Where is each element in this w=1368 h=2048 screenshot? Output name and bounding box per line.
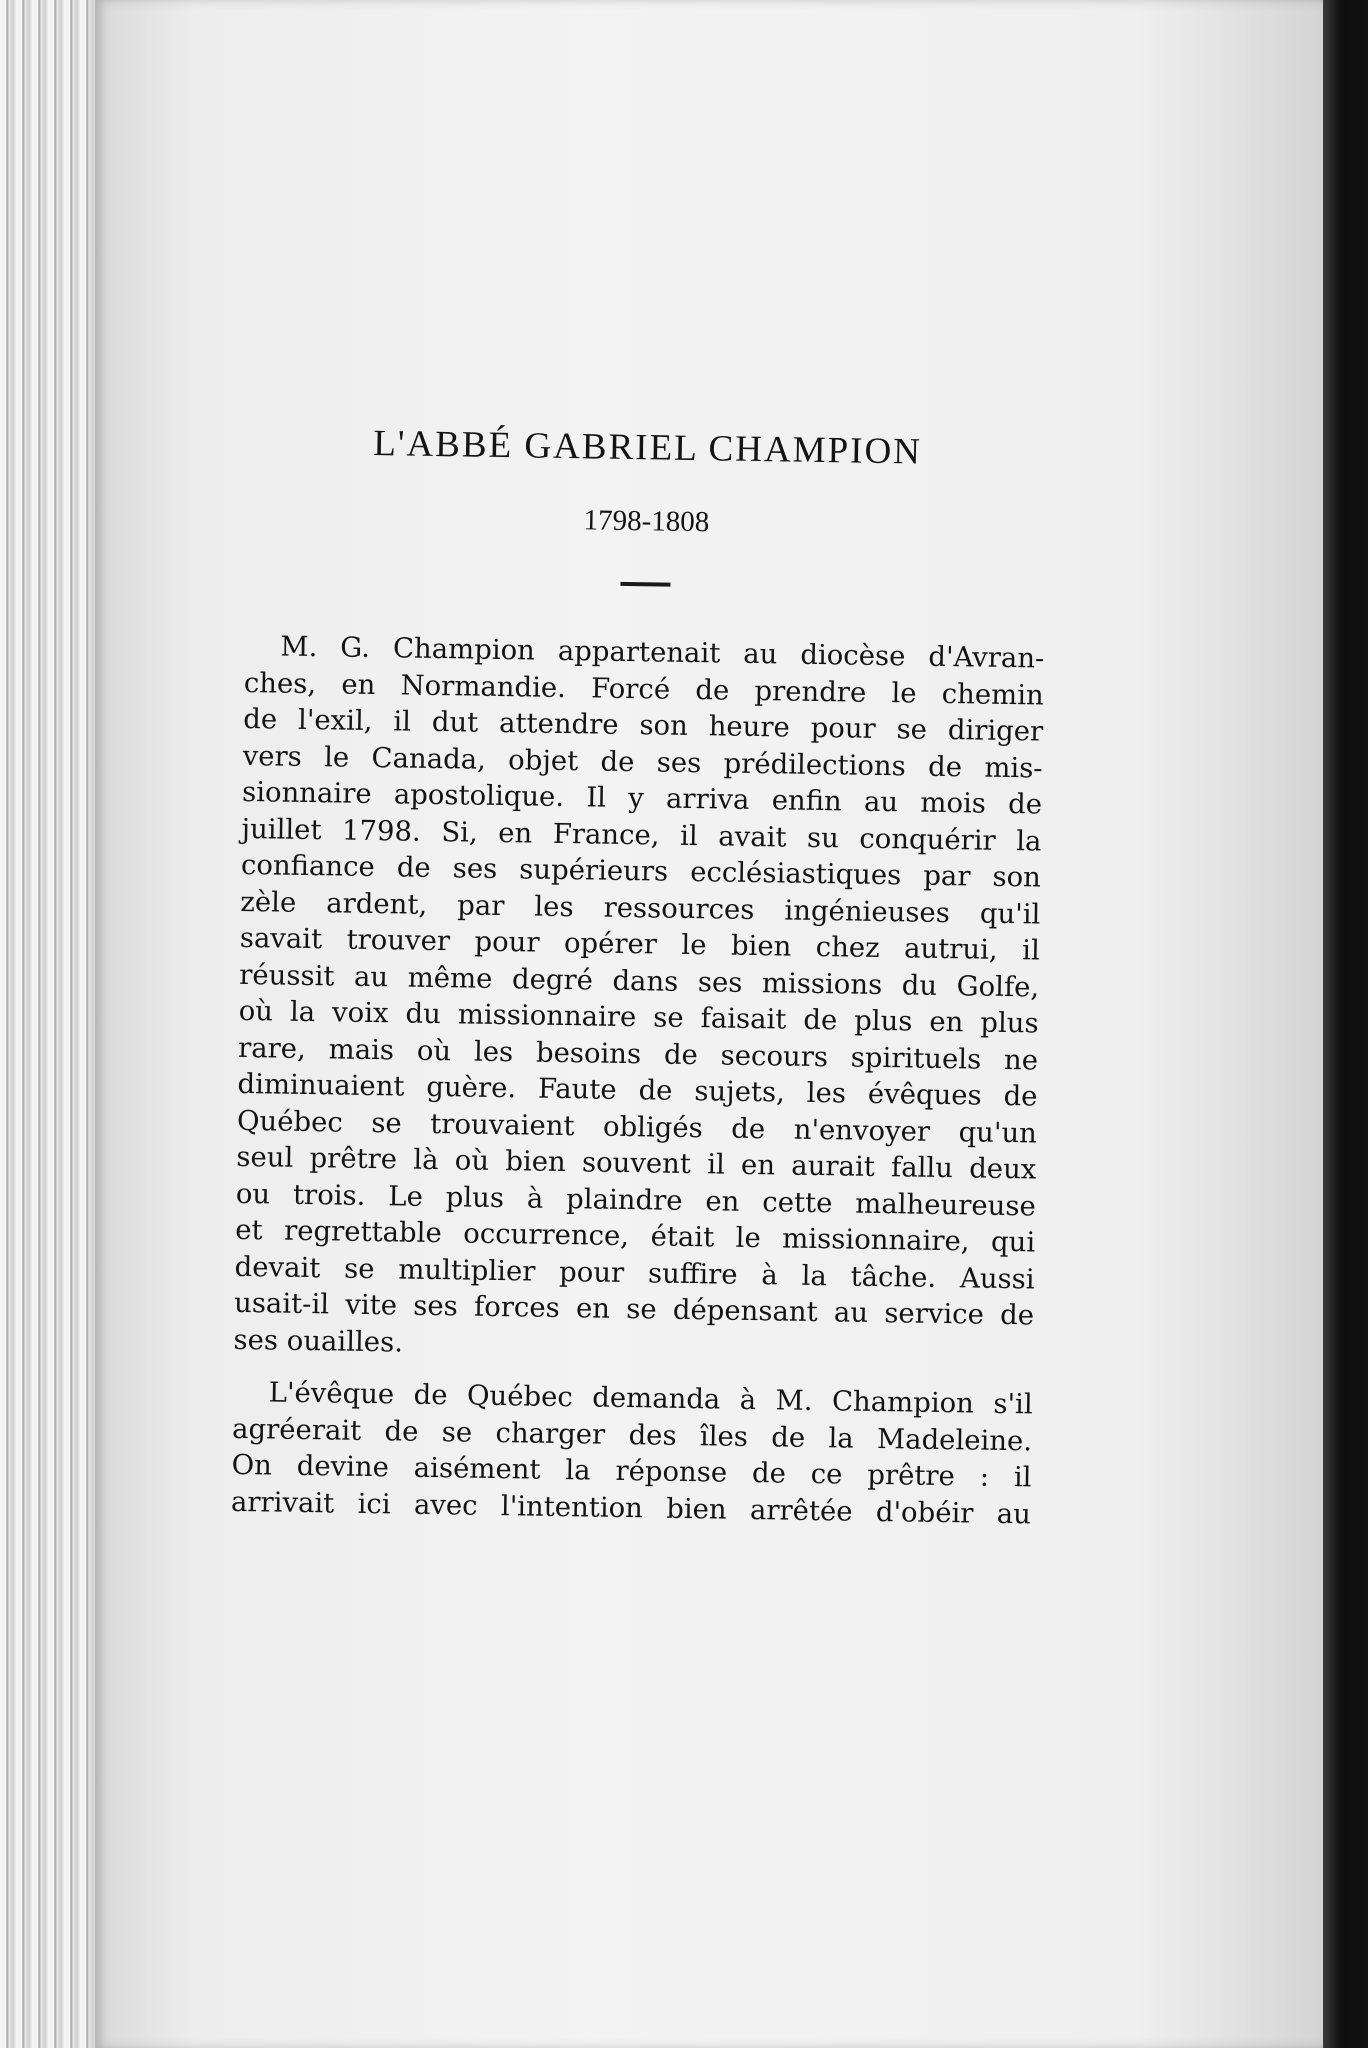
chapter-dates: 1798-1808 (583, 504, 710, 539)
text-line: ou trois. Le plus à plaindre en cette malheureuse (235, 1177, 1037, 1222)
text-line: où la voix du missionnaire se faisait de plus en plus (238, 994, 1039, 1040)
text-line: sionnaire apostolique. Il y arriva enfin au mois de (241, 775, 1043, 821)
text-line: L'évêque de Québec demanda à M. Champion s'il (268, 1376, 1033, 1421)
page-shadow-edge (1323, 0, 1368, 2048)
text-line: rare, mais où les besoins de secours spirituels ne (237, 1031, 1039, 1076)
text-line: usait-il vite ses forces en se dépensant au service de (233, 1286, 1035, 1332)
text-line: de l'exil, il dut attendre son heure pour se diriger (243, 702, 1044, 748)
chapter-title: L'ABBÉ GABRIEL CHAMPION (372, 422, 923, 473)
text-line: M. G. Champion appartenait au diocèse d'Avran- (280, 630, 1045, 675)
text-line: arrivait ici avec l'intention bien arrêtée d'obéir au (230, 1485, 1032, 1530)
text-line: devait se multiplier pour suffire à la tâche. Aussi (234, 1250, 1035, 1295)
text-line: vers le Canada, objet de ses prédilections de mis- (242, 739, 1043, 785)
text-line: ses ouailles. (233, 1323, 404, 1359)
text-line: confiance de ses supérieurs ecclésiastiques par son (240, 848, 1042, 894)
text-line: diminuaient guère. Faute de sujets, les évêques de (237, 1067, 1038, 1113)
paragraph (231, 1374, 1033, 1533)
text-line: Québec se trouvaient obligés de n'envoyer qu'un (236, 1104, 1038, 1149)
text-line: et regrettable occurrence, était le missionnaire, qui (235, 1213, 1036, 1259)
text-line: seul prêtre là où bien souvent il en aurait fallu deux (236, 1140, 1037, 1186)
text-line: zèle ardent, par les ressources ingénieuses qu'il (240, 885, 1041, 931)
text-line: ches, en Normandie. Forcé de prendre le chemin (243, 666, 1045, 712)
text-line: juillet 1798. Si, en France, il avait su conquérir la (241, 812, 1042, 858)
paragraph (233, 628, 1044, 1370)
text-line: réussit au même degré dans ses missions du Golfe, (239, 958, 1040, 1003)
text-line: On devine aisément la réponse de ce prêtre : il (231, 1448, 1032, 1494)
body-text (231, 628, 1045, 1532)
text-line: savait trouver pour opérer le bien chez autrui, il (239, 921, 1041, 967)
page-text (231, 420, 1048, 1532)
section-rule (620, 582, 670, 587)
text-line: agréerait de se charger des îles de la Madeleine. (231, 1412, 1033, 1457)
